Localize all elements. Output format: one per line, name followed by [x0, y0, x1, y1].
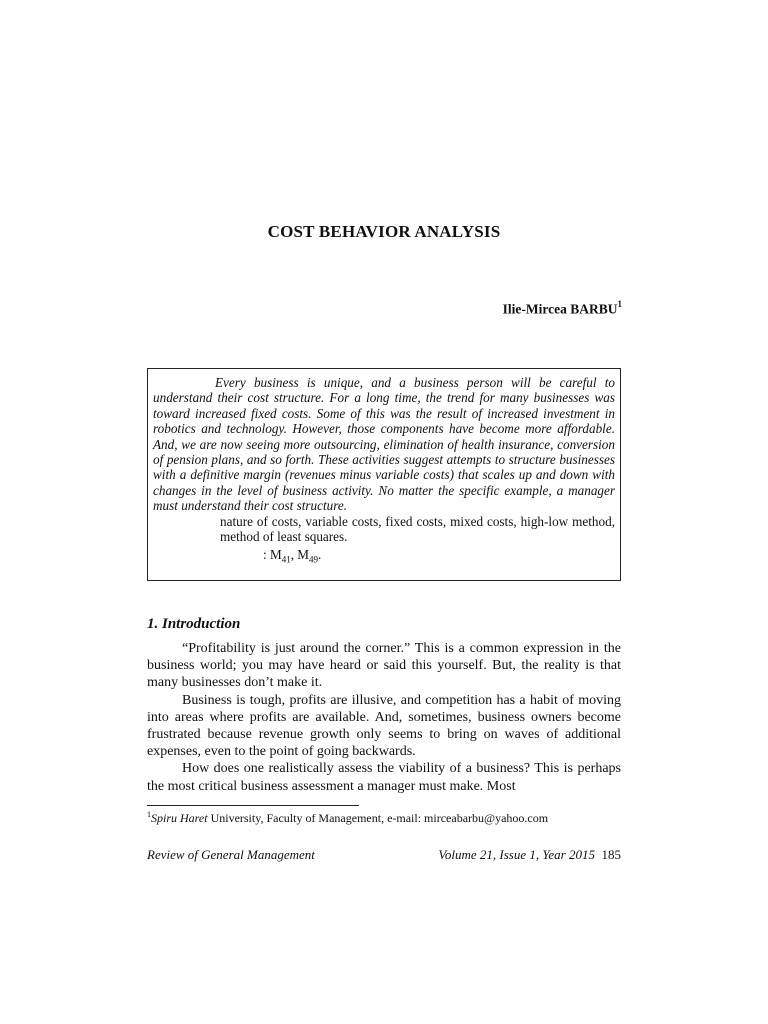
jel-prefix: : M	[263, 546, 282, 562]
body-text	[147, 640, 621, 795]
footnote-marker: 1	[147, 810, 151, 819]
jel-code-2: 49	[309, 554, 319, 565]
section-heading: 1. Introduction	[147, 616, 241, 632]
paragraph: Business is tough, profits are illusive, and competition has a habit of moving into areas where profits are available. And, sometimes, business owners become frustrated because revenue growth only seems to bring on waves of additional expenses, even to the point of going backwards.	[147, 692, 621, 760]
issue-info	[438, 847, 621, 863]
author-name	[503, 300, 622, 318]
volume-issue: Volume 21, Issue 1, Year 2015	[438, 847, 595, 862]
paragraph: “Profitability is just around the corner.” This is a common expression in the business world; you may have heard or said this yourself. But, the reality is that many businesses don’t make it.	[147, 641, 621, 691]
jel-code-1: 41	[281, 554, 291, 565]
running-footer	[147, 847, 621, 863]
author-name-text: Ilie-Mircea BARBU	[502, 301, 618, 317]
keywords-text: nature of costs, variable costs, fixed costs, mixed costs, high-low method, method of least squares.	[220, 513, 615, 545]
abstract-text: Every business is unique, and a business person will be careful to understand their cost structure. For a long time, the trend for many businesses was toward increased fixed costs. Some of this was the result of increased investment in robotics and technology. However, those components have become more affordable. And, we are now seeing more outsourcing, elimination of health insurance, conversion of pension plans, and so forth. These activities suggest attempts to structure businesses with a definitive margin (revenues minus variable costs) that scales up and down with changes in the level of business activity. No matter the specific example, a manager must understand their cost structure.	[153, 375, 615, 514]
footnote	[147, 810, 621, 826]
page-number: 185	[601, 847, 621, 862]
jel-end: .	[318, 546, 322, 562]
jel-separator: , M	[290, 546, 310, 562]
author-footnote-marker: 1	[617, 299, 622, 309]
abstract-box	[147, 368, 621, 581]
footnote-institution: Spiru Haret	[151, 811, 208, 825]
footnote-text: University, Faculty of Management, e-mail: mirceabarbu@yahoo.com	[207, 811, 549, 825]
paragraph: How does one realistically assess the viability of a business? This is perhaps the most critical business assessment a manager must make. Most	[147, 761, 621, 794]
journal-name: Review of General Management	[147, 847, 315, 862]
jel-codes	[263, 547, 615, 568]
footnote-divider	[147, 805, 359, 806]
paper-title: COST BEHAVIOR ANALYSIS	[267, 222, 501, 241]
